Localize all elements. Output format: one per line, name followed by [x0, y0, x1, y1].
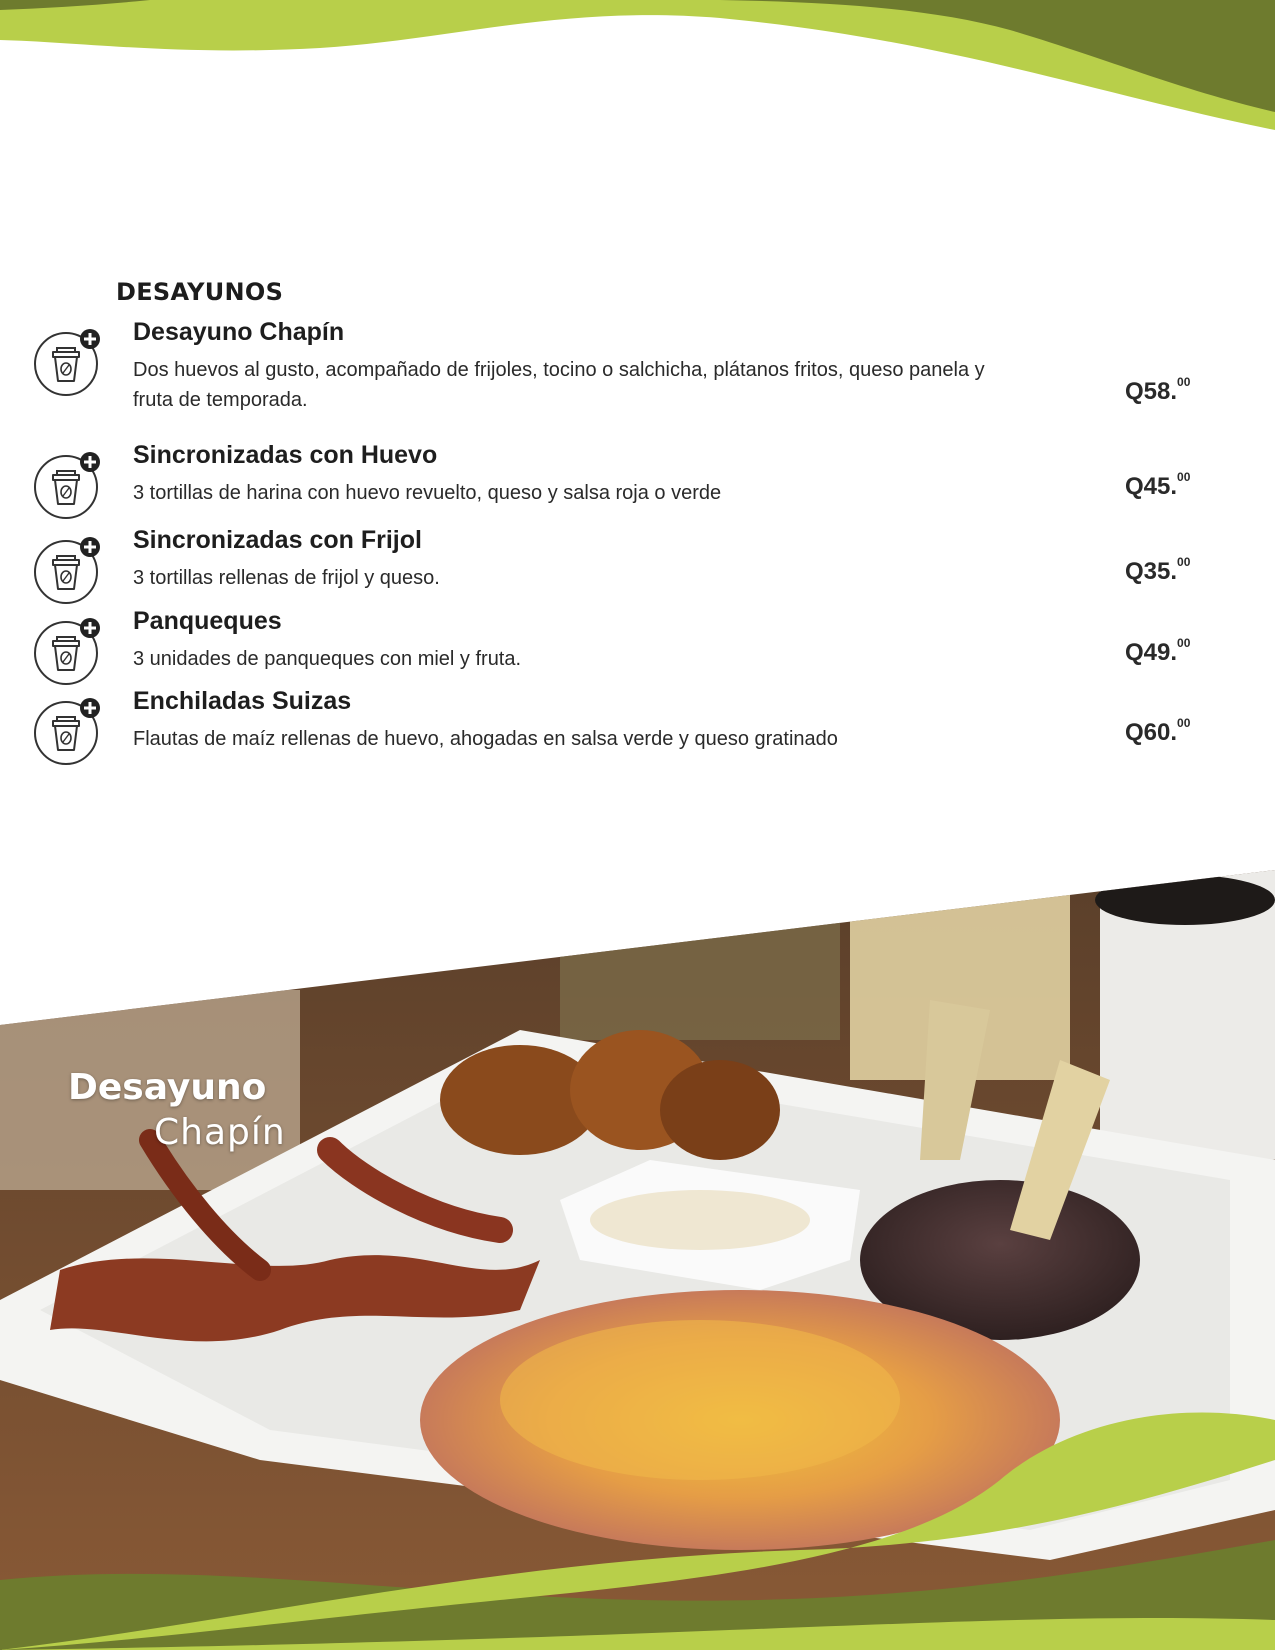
- item-price: Q45.00: [1125, 470, 1191, 500]
- item-description: 3 tortillas de harina con huevo revuelto, queso y salsa roja o verde: [133, 482, 722, 504]
- item-price: Q58.00: [1125, 375, 1191, 405]
- item-description: 3 tortillas rellenas de frijol y queso.: [133, 567, 440, 589]
- coffee-cup-plus-icon: [32, 615, 102, 685]
- item-price: Q60.00: [1125, 716, 1191, 746]
- item-name: Sincronizadas con Frijol: [133, 526, 422, 554]
- breakfast-photo: [0, 860, 1275, 1650]
- coffee-cup-plus-icon: [32, 534, 102, 604]
- item-name: Sincronizadas con Huevo: [133, 441, 438, 469]
- item-name: Panqueques: [133, 607, 282, 635]
- coffee-cup-plus-icon: [32, 326, 102, 396]
- item-price: Q49.00: [1125, 636, 1191, 666]
- item-description: Dos huevos al gusto, acompañado de frijoles, tocino o salchicha, plátanos fritos, queso panela y fruta de temporada.: [133, 359, 985, 411]
- item-name: Enchiladas Suizas: [133, 687, 352, 715]
- top-wave-decoration: [0, 0, 1275, 140]
- photo-caption-line1: Desayuno: [68, 1067, 267, 1108]
- item-price: Q35.00: [1125, 555, 1191, 585]
- item-name: Desayuno Chapín: [133, 318, 345, 346]
- coffee-cup-plus-icon: [32, 695, 102, 765]
- item-description: Flautas de maíz rellenas de huevo, ahogadas en salsa verde y queso gratinado: [133, 728, 838, 750]
- photo-caption-line2: Chapín: [154, 1112, 286, 1153]
- section-title: DESAYUNOS: [116, 278, 284, 306]
- item-description: 3 unidades de panqueques con miel y fruta.: [133, 648, 522, 670]
- coffee-cup-plus-icon: [32, 449, 102, 519]
